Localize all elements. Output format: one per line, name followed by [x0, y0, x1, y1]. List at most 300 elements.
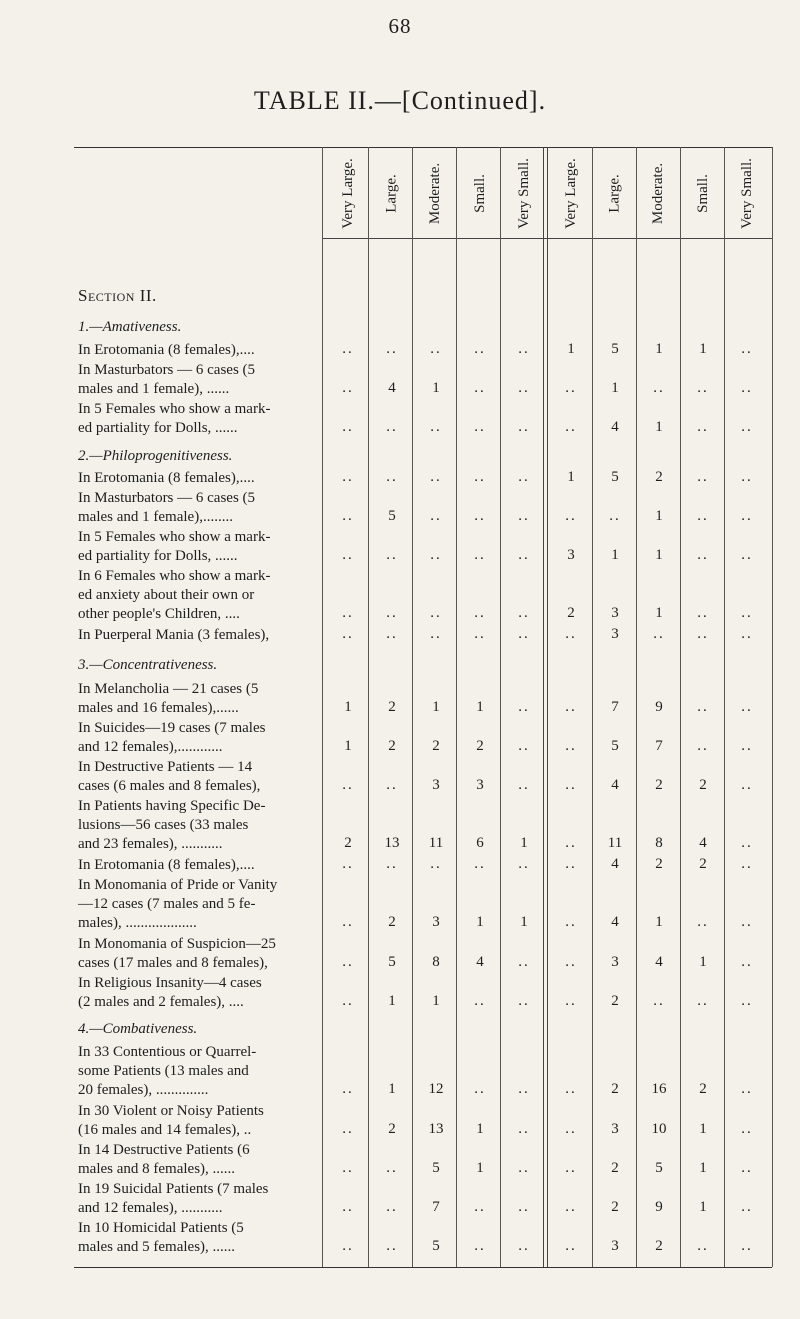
row-label-line: ed anxiety about their own or: [78, 587, 255, 603]
table-top-rule: [74, 147, 772, 148]
table-cell: ..: [741, 835, 753, 851]
table-cell: 4: [611, 419, 619, 435]
table-cell: ..: [342, 605, 354, 621]
table-cell: ..: [741, 380, 753, 396]
row-label-line: lusions—56 cases (33 males: [78, 817, 249, 833]
table-cell: ..: [741, 993, 753, 1009]
table-cell: 4: [611, 777, 619, 793]
row-label-line: In Erotomania (8 females),....: [78, 857, 255, 873]
table-cell: ..: [518, 341, 530, 357]
table-cell: ..: [741, 1121, 753, 1137]
row-label-line: cases (6 males and 8 females),: [78, 778, 261, 794]
table-cell: ..: [386, 1160, 398, 1176]
table-cell: ..: [565, 1199, 577, 1215]
table-cell: 2: [388, 914, 396, 930]
table-cell: 1: [432, 380, 440, 396]
row-label-line: and 12 females),............: [78, 739, 223, 755]
row-label-line: In 5 Females who show a mark-: [78, 401, 271, 417]
table-cell: ..: [430, 547, 442, 563]
column-header: [549, 150, 593, 236]
column-header-label: Large.: [606, 173, 623, 213]
table-cell: 3: [611, 626, 619, 642]
table-cell: 8: [655, 835, 663, 851]
table-cell: ..: [741, 738, 753, 754]
table-cell: ..: [386, 856, 398, 872]
table-cell: 7: [655, 738, 663, 754]
table-cell: ..: [518, 1121, 530, 1137]
table-cell: 3: [611, 1121, 619, 1137]
row-label-line: In Erotomania (8 females),....: [78, 470, 255, 486]
table-cell: ..: [342, 1081, 354, 1097]
table-cell: ..: [342, 626, 354, 642]
table-cell: ..: [565, 1081, 577, 1097]
table-cell: 1: [699, 341, 707, 357]
row-label: [78, 1043, 322, 1100]
table-cell: 7: [432, 1199, 440, 1215]
table-cell: ..: [697, 508, 709, 524]
table-bottom-rule: [74, 1267, 772, 1268]
table-cell: 9: [655, 1199, 663, 1215]
table-cell: ..: [430, 626, 442, 642]
table-cell: ..: [430, 469, 442, 485]
table-cell: ..: [386, 605, 398, 621]
table-cell: 3: [432, 914, 440, 930]
row-label-line: In Erotomania (8 females),....: [78, 342, 255, 358]
table-cell: ..: [741, 914, 753, 930]
table-cell: 5: [611, 738, 619, 754]
table-cell: 3: [567, 547, 575, 563]
column-header-label: Small.: [694, 173, 711, 213]
table-cell: ..: [518, 547, 530, 563]
table-cell: 2: [388, 699, 396, 715]
table-cell: 1: [476, 1121, 484, 1137]
table-cell: ..: [518, 469, 530, 485]
column-divider: [772, 147, 773, 1267]
table-cell: 1: [567, 341, 575, 357]
table-cell: ..: [386, 1199, 398, 1215]
table-cell: ..: [342, 777, 354, 793]
table-cell: ..: [741, 508, 753, 524]
row-label-line: In Religious Insanity—4 cases: [78, 975, 262, 991]
table-cell: 1: [476, 699, 484, 715]
table-cell: 4: [655, 954, 663, 970]
table-cell: 11: [428, 835, 444, 851]
table-cell: 1: [344, 738, 352, 754]
table-cell: ..: [697, 380, 709, 396]
table-cell: ..: [741, 1160, 753, 1176]
table-cell: 1: [476, 914, 484, 930]
column-header: [637, 150, 681, 236]
row-label: [78, 567, 322, 624]
row-label-line: males), ...................: [78, 915, 197, 931]
row-label: [78, 489, 322, 527]
table-cell: ..: [697, 469, 709, 485]
row-label: [78, 1219, 322, 1257]
column-divider: [322, 147, 323, 1267]
table-cell: ..: [474, 626, 486, 642]
column-header-label: Very Small.: [738, 157, 755, 229]
table-cell: ..: [430, 341, 442, 357]
table-cell: 4: [699, 835, 707, 851]
table-cell: 1: [520, 835, 528, 851]
table-cell: ..: [342, 419, 354, 435]
row-label-line: males and 16 females),......: [78, 700, 239, 716]
table-cell: ..: [430, 419, 442, 435]
table-cell: ..: [697, 547, 709, 563]
table-cell: ..: [386, 419, 398, 435]
table-cell: ..: [518, 1199, 530, 1215]
row-label-line: In Destructive Patients — 14: [78, 759, 253, 775]
table-cell: 13: [384, 835, 400, 851]
column-header-label: Very Small.: [515, 157, 532, 229]
row-label-line: In 5 Females who show a mark-: [78, 529, 271, 545]
table-cell: ..: [518, 738, 530, 754]
table-cell: ..: [474, 508, 486, 524]
table-cell: 3: [611, 954, 619, 970]
table-cell: ..: [565, 738, 577, 754]
table-cell: ..: [741, 699, 753, 715]
row-label-line: —12 cases (7 males and 5 fe-: [78, 896, 256, 912]
row-label-line: some Patients (13 males and: [78, 1063, 249, 1079]
column-header: [370, 150, 414, 236]
row-label-line: (16 males and 14 females), ..: [78, 1122, 252, 1138]
column-header: [725, 150, 769, 236]
table-cell: 11: [607, 835, 623, 851]
table-cell: ..: [565, 1160, 577, 1176]
column-header-label: Very Large.: [562, 157, 579, 229]
table-cell: ..: [342, 1121, 354, 1137]
table-cell: ..: [342, 508, 354, 524]
table-cell: 2: [388, 738, 396, 754]
table-cell: 1: [655, 914, 663, 930]
table-cell: ..: [653, 626, 665, 642]
table-cell: ..: [565, 1121, 577, 1137]
table-cell: 3: [476, 777, 484, 793]
table-cell: 12: [428, 1081, 444, 1097]
table-cell: ..: [474, 1199, 486, 1215]
row-label-line: In Masturbators — 6 cases (5: [78, 490, 256, 506]
table-cell: ..: [474, 419, 486, 435]
table-cell: ..: [697, 419, 709, 435]
table-cell: ..: [697, 605, 709, 621]
table-cell: 2: [476, 738, 484, 754]
table-cell: 1: [388, 1081, 396, 1097]
table-cell: ..: [386, 341, 398, 357]
table-cell: ..: [565, 993, 577, 1009]
row-label: [78, 935, 322, 973]
row-label-line: In 30 Violent or Noisy Patients: [78, 1103, 264, 1119]
table-cell: 4: [388, 380, 396, 396]
table-cell: ..: [342, 1160, 354, 1176]
table-cell: ..: [430, 508, 442, 524]
table-cell: ..: [565, 380, 577, 396]
table-cell: 6: [476, 835, 484, 851]
table-cell: ..: [741, 626, 753, 642]
table-cell: 5: [611, 341, 619, 357]
row-label: [78, 1180, 322, 1218]
row-label-line: and 12 females), ...........: [78, 1200, 223, 1216]
table-cell: 1: [388, 993, 396, 1009]
table-cell: 4: [611, 914, 619, 930]
table-cell: 1: [476, 1160, 484, 1176]
table-cell: 2: [611, 1199, 619, 1215]
table-cell: ..: [518, 419, 530, 435]
row-label: [78, 361, 322, 399]
table-cell: ..: [474, 605, 486, 621]
table-cell: 3: [611, 605, 619, 621]
row-label: [78, 719, 322, 757]
table-cell: ..: [518, 1160, 530, 1176]
table-cell: 1: [344, 699, 352, 715]
row-label-line: In 19 Suicidal Patients (7 males: [78, 1181, 269, 1197]
table-cell: ..: [474, 380, 486, 396]
row-label-line: In Puerperal Mania (3 females),: [78, 627, 270, 643]
row-label: [78, 680, 322, 718]
table-cell: 1: [432, 993, 440, 1009]
table-cell: ..: [741, 605, 753, 621]
table-cell: 16: [651, 1081, 667, 1097]
table-cell: ..: [518, 856, 530, 872]
row-label-line: 20 females), ..............: [78, 1082, 209, 1098]
subsection-title: 1.—Amativeness.: [78, 319, 182, 335]
table-cell: 1: [699, 1121, 707, 1137]
table-cell: ..: [565, 626, 577, 642]
row-label: [78, 469, 322, 488]
table-cell: ..: [741, 777, 753, 793]
row-label-line: In Monomania of Suspicion—25: [78, 936, 276, 952]
table-cell: ..: [697, 993, 709, 1009]
row-label-line: (2 males and 2 females), ....: [78, 994, 244, 1010]
table-cell: ..: [697, 914, 709, 930]
table-cell: ..: [342, 380, 354, 396]
table-cell: 9: [655, 699, 663, 715]
row-label-line: In Suicides—19 cases (7 males: [78, 720, 266, 736]
row-label: [78, 400, 322, 438]
row-label: [78, 974, 322, 1012]
table-cell: ..: [518, 508, 530, 524]
table-cell: ..: [697, 1238, 709, 1254]
row-label-line: males and 1 female),........: [78, 509, 233, 525]
table-cell: ..: [342, 856, 354, 872]
table-cell: ..: [697, 699, 709, 715]
table-cell: ..: [430, 605, 442, 621]
table-cell: 1: [611, 547, 619, 563]
table-cell: ..: [430, 856, 442, 872]
column-header: [326, 150, 370, 236]
table-cell: 1: [699, 1160, 707, 1176]
table-cell: ..: [518, 605, 530, 621]
table-cell: ..: [565, 508, 577, 524]
table-cell: ..: [518, 626, 530, 642]
column-header-label: Moderate.: [650, 162, 667, 224]
table-cell: 1: [432, 699, 440, 715]
table-cell: ..: [518, 1081, 530, 1097]
table-cell: ..: [565, 954, 577, 970]
table-cell: 2: [611, 1081, 619, 1097]
table-cell: ..: [697, 626, 709, 642]
table-cell: ..: [518, 993, 530, 1009]
column-header: [458, 150, 502, 236]
row-label-line: males and 1 female), ......: [78, 381, 230, 397]
table-cell: 2: [388, 1121, 396, 1137]
row-label-line: In Melancholia — 21 cases (5: [78, 681, 259, 697]
table-cell: 2: [655, 469, 663, 485]
table-cell: 2: [655, 856, 663, 872]
table-cell: 5: [388, 508, 396, 524]
table-cell: 2: [611, 1160, 619, 1176]
table-cell: ..: [386, 1238, 398, 1254]
subsection-title: 4.—Combativeness.: [78, 1021, 198, 1037]
table-cell: ..: [474, 856, 486, 872]
table-cell: 1: [699, 954, 707, 970]
table-cell: ..: [565, 419, 577, 435]
row-label-line: In Masturbators — 6 cases (5: [78, 362, 256, 378]
row-label-line: In Patients having Specific De-: [78, 798, 266, 814]
table-cell: 7: [611, 699, 619, 715]
row-label-line: In 6 Females who show a mark-: [78, 568, 271, 584]
table-cell: ..: [474, 1238, 486, 1254]
row-label-line: ed partiality for Dolls, ......: [78, 548, 238, 564]
table-cell: 2: [344, 835, 352, 851]
row-label-line: males and 5 females), ......: [78, 1239, 236, 1255]
table-cell: 5: [432, 1160, 440, 1176]
table-cell: ..: [342, 469, 354, 485]
table-cell: ..: [342, 1199, 354, 1215]
row-label: [78, 797, 322, 854]
table-cell: ..: [518, 777, 530, 793]
table-cell: 2: [699, 856, 707, 872]
row-label: [78, 856, 322, 875]
table-cell: ..: [653, 380, 665, 396]
page-number: 68: [388, 14, 412, 38]
table-cell: 4: [476, 954, 484, 970]
table-cell: ..: [741, 547, 753, 563]
table-cell: ..: [518, 1238, 530, 1254]
row-label: [78, 758, 322, 796]
table-cell: 5: [388, 954, 396, 970]
row-label-line: other people's Children, ....: [78, 606, 240, 622]
table-cell: ..: [342, 993, 354, 1009]
table-cell: 2: [699, 1081, 707, 1097]
table-cell: ..: [342, 341, 354, 357]
table-cell: 2: [432, 738, 440, 754]
table-cell: ..: [342, 1238, 354, 1254]
table-cell: 2: [655, 777, 663, 793]
table-cell: ..: [474, 469, 486, 485]
row-label: [78, 341, 322, 360]
table-cell: ..: [741, 1081, 753, 1097]
table-cell: 2: [699, 777, 707, 793]
row-label: [78, 626, 322, 645]
table-cell: ..: [741, 856, 753, 872]
column-header: [681, 150, 725, 236]
table-cell: ..: [565, 914, 577, 930]
table-cell: ..: [342, 954, 354, 970]
table-cell: ..: [474, 1081, 486, 1097]
table-cell: ..: [342, 547, 354, 563]
table-cell: ..: [741, 341, 753, 357]
table-cell: 5: [611, 469, 619, 485]
row-label-line: males and 8 females), ......: [78, 1161, 236, 1177]
row-label-line: In Monomania of Pride or Vanity: [78, 877, 278, 893]
table-cell: ..: [474, 993, 486, 1009]
section-heading: Section II.: [78, 286, 157, 305]
table-cell: ..: [518, 954, 530, 970]
table-cell: 2: [567, 605, 575, 621]
table-cell: ..: [342, 914, 354, 930]
table-cell: ..: [386, 777, 398, 793]
table-cell: 2: [611, 993, 619, 1009]
column-header: [502, 150, 546, 236]
column-header-label: Very Large.: [339, 157, 356, 229]
table-cell: 5: [655, 1160, 663, 1176]
table-cell: 3: [432, 777, 440, 793]
table-title: TABLE II.—[Continued].: [253, 86, 547, 115]
row-label: [78, 1141, 322, 1179]
subsection-title: 3.—Concentrativeness.: [78, 657, 218, 673]
column-header: [414, 150, 458, 236]
table-cell: ..: [741, 419, 753, 435]
table-cell: ..: [565, 1238, 577, 1254]
table-cell: 1: [655, 605, 663, 621]
row-label: [78, 1102, 322, 1140]
table-cell: 10: [651, 1121, 667, 1137]
table-cell: ..: [741, 954, 753, 970]
table-cell: ..: [565, 777, 577, 793]
subsection-title: 2.—Philoprogenitiveness.: [78, 448, 233, 464]
row-label-line: In 10 Homicidal Patients (5: [78, 1220, 244, 1236]
row-label-line: ed partiality for Dolls, ......: [78, 420, 238, 436]
table-cell: 2: [655, 1238, 663, 1254]
table-cell: ..: [741, 469, 753, 485]
row-label-line: In 14 Destructive Patients (6: [78, 1142, 250, 1158]
table-cell: 13: [428, 1121, 444, 1137]
table-cell: ..: [386, 469, 398, 485]
table-cell: ..: [741, 1238, 753, 1254]
table-cell: ..: [565, 856, 577, 872]
table-cell: 5: [432, 1238, 440, 1254]
table-cell: ..: [474, 547, 486, 563]
table-cell: ..: [386, 547, 398, 563]
table-cell: ..: [697, 738, 709, 754]
table-cell: 8: [432, 954, 440, 970]
row-label-line: and 23 females), ...........: [78, 836, 223, 852]
table-cell: 1: [567, 469, 575, 485]
column-header-label: Moderate.: [427, 162, 444, 224]
table-cell: 1: [655, 547, 663, 563]
table-cell: ..: [609, 508, 621, 524]
table-cell: ..: [565, 699, 577, 715]
table-cell: 1: [655, 508, 663, 524]
table-cell: 1: [520, 914, 528, 930]
table-cell: 1: [699, 1199, 707, 1215]
table-cell: ..: [741, 1199, 753, 1215]
table-cell: 1: [655, 419, 663, 435]
column-header: [593, 150, 637, 236]
row-label-line: cases (17 males and 8 females),: [78, 955, 268, 971]
table-cell: ..: [565, 835, 577, 851]
column-header-label: Large.: [383, 173, 400, 213]
row-label: [78, 876, 322, 933]
table-cell: 4: [611, 856, 619, 872]
row-label: [78, 528, 322, 566]
table-cell: ..: [386, 626, 398, 642]
table-cell: 1: [655, 341, 663, 357]
table-cell: ..: [518, 699, 530, 715]
table-cell: ..: [653, 993, 665, 1009]
table-cell: ..: [518, 380, 530, 396]
table-cell: ..: [474, 341, 486, 357]
